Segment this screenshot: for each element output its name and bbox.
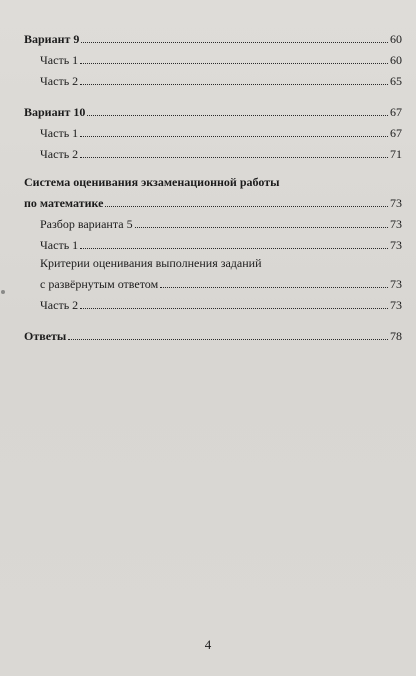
dot-leader <box>160 287 388 288</box>
toc-page: 65 <box>390 74 402 88</box>
toc-label: Вариант 9 <box>24 32 80 46</box>
toc-label: Ответы <box>24 329 67 343</box>
toc-label: Вариант 10 <box>24 105 86 119</box>
toc-entry-variant-9-part-1[interactable] <box>24 46 402 67</box>
toc-entry-variant-10[interactable] <box>24 98 402 119</box>
toc-label: с развёрнутым ответом <box>40 277 159 291</box>
toc-label: по математике <box>24 196 104 210</box>
toc-entry-variant-10-part-1[interactable] <box>24 119 402 140</box>
toc-page: 60 <box>390 53 402 67</box>
dot-leader <box>68 339 388 340</box>
dot-leader <box>135 227 388 228</box>
dot-leader <box>80 136 388 137</box>
toc-entry-criteria-line1[interactable]: Критерии оценивания выполнения заданий <box>40 256 262 270</box>
dot-leader <box>80 63 388 64</box>
toc-entry-razbor[interactable] <box>24 210 402 231</box>
page-number: 4 <box>204 637 212 652</box>
toc-entry-variant-9[interactable] <box>24 25 402 46</box>
table-of-contents <box>24 25 402 343</box>
toc-entry-answers[interactable] <box>24 322 402 343</box>
dot-leader <box>80 248 388 249</box>
toc-entry-variant-9-part-2[interactable] <box>24 67 402 88</box>
toc-entry-system-line1[interactable]: Система оценивания экзаменационной работы <box>24 175 280 189</box>
toc-label: Часть 2 <box>40 147 79 161</box>
toc-page: 60 <box>390 32 402 46</box>
toc-page: 78 <box>390 329 402 343</box>
toc-label: Часть 1 <box>40 238 79 252</box>
toc-label: Часть 2 <box>40 74 79 88</box>
dot-leader <box>105 206 388 207</box>
toc-page: 73 <box>390 238 402 252</box>
toc-entry-system[interactable] <box>24 189 402 210</box>
toc-entry-criteria[interactable] <box>24 270 402 291</box>
toc-page: 67 <box>390 126 402 140</box>
toc-entry-part-1[interactable] <box>24 231 402 252</box>
toc-label: Часть 1 <box>40 126 79 140</box>
toc-page: 71 <box>390 147 402 161</box>
toc-entry-variant-10-part-2[interactable] <box>24 140 402 161</box>
toc-page: 73 <box>390 196 402 210</box>
toc-label: Часть 1 <box>40 53 79 67</box>
toc-page: 67 <box>390 105 402 119</box>
toc-label: Часть 2 <box>40 298 79 312</box>
margin-mark <box>1 290 5 294</box>
toc-page: 73 <box>390 298 402 312</box>
dot-leader <box>80 308 388 309</box>
dot-leader <box>87 115 388 116</box>
dot-leader <box>80 157 388 158</box>
toc-page: 73 <box>390 217 402 231</box>
toc-entry-part-2[interactable] <box>24 291 402 312</box>
toc-label: Разбор варианта 5 <box>40 217 133 231</box>
dot-leader <box>80 84 388 85</box>
dot-leader <box>81 42 388 43</box>
toc-page: 73 <box>390 277 402 291</box>
